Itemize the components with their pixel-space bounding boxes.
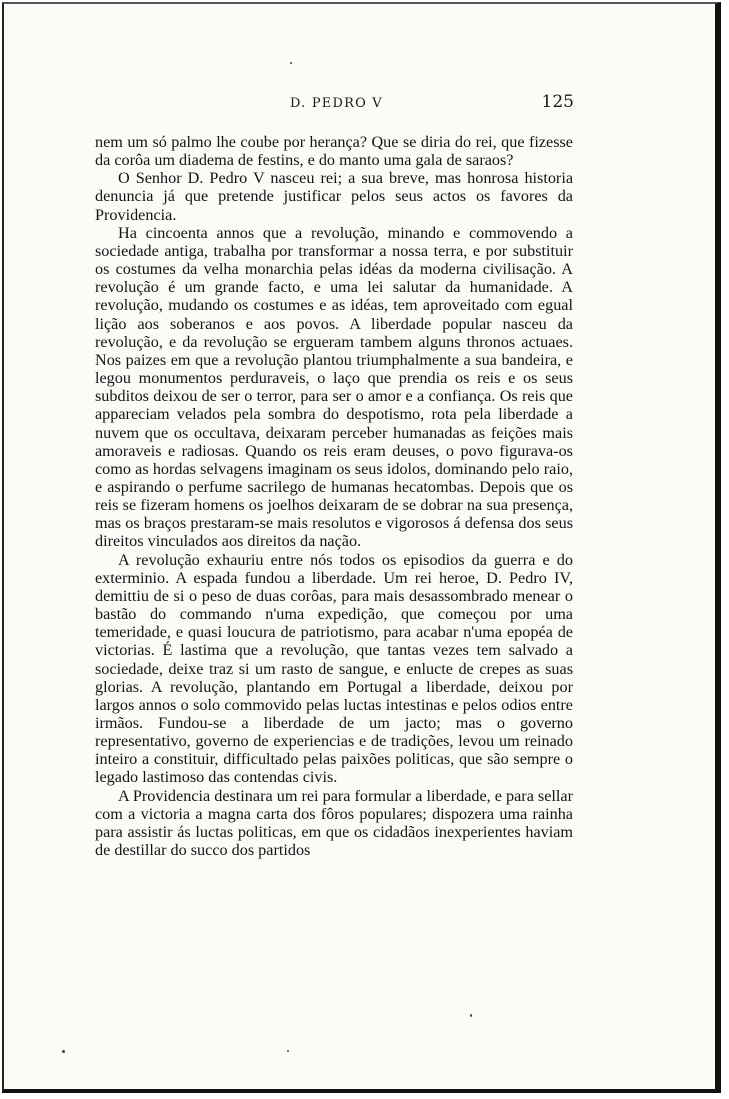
print-speck bbox=[290, 62, 292, 64]
print-speck bbox=[287, 1050, 289, 1052]
book-page bbox=[2, 2, 721, 1093]
paragraph-1: nem um só palmo lhe coube por herança? Que se diria do rei, que fizesse da corôa um diadema de festins, e do manto uma gala de saraos? bbox=[95, 133, 573, 170]
print-speck bbox=[470, 1014, 472, 1017]
page-header bbox=[92, 92, 574, 116]
print-speck bbox=[62, 1050, 65, 1053]
body-text bbox=[95, 133, 573, 859]
paragraph-4: A revolução exhauriu entre nós todos os episodios da guerra e do exterminio. A espada fundou a liberdade. Um rei heroe, D. Pedro IV, demittiu de si o peso de duas corôas, para mais desassombrado menear o bastão do commando n'uma expedição, que começou por uma temeridade, e quasi loucura de patriotismo, para acabar n'uma epopéa de victorias. É lastima que a revolução, que tantas vezes tem salvado a sociedade, deixe traz si um rasto de sangue, e enlucte de crepes as suas glorias. A revolução, plantando em Portugal a liberdade, deixou por largos annos o solo commovido pelas luctas intestinas e pelos odios entre irmãos. Fundou-se a liberdade de um jacto; mas o governo representativo, governo de experiencias e de tradições, levou um reinado inteiro a constituir, difficultado pelas paixões politicas, que são sempre o legado lastimoso das contendas civis. bbox=[95, 550, 573, 787]
page-number: 125 bbox=[541, 92, 574, 112]
running-head: D. PEDRO V bbox=[290, 96, 383, 111]
paragraph-5: A Providencia destinara um rei para formular a liberdade, e para sellar com a victoria a magna carta dos fôros populares; dispozera uma rainha para assistir ás luctas politicas, em que os cidadãos inexperientes haviam de destillar do succo dos partidos bbox=[95, 786, 573, 860]
paragraph-3: Ha cincoenta annos que a revolução, minando e commovendo a sociedade antiga, trabalha por transformar a nossa terra, e por substituir os costumes da velha monarchia pelas idéas da moderna civilisação. A revolução é um grande facto, e uma lei salutar da humanidade. A revolução, mudando os costumes e as idéas, tem aproveitado com egual lição aos soberanos e aos povos. A liberdade popular nasceu da revolução, e da revolução se ergueram tambem alguns thronos actuaes. Nos paizes em que a revolução plantou triumphalmente a sua bandeira, e legou monumentos perduraveis, o laço que prendia os reis e os seus subditos deixou de ser o terror, para ser o amor e a confiança. Os reis que appareciam velados pela sombra do despotismo, rota pela liberdade a nuvem que os occultava, deixaram perceber humanadas as feições mais amoraveis e radiosas. Quando os reis eram deuses, o povo figurava-os como as hordas selvagens imaginam os seus idolos, dominando pelo raio, e aspirando o perfume sacrilego de humanas hecatombas. Depois que os reis se fizeram homens os joelhos deixaram de se dobrar na sua presença, mas os braços prestaram-se mais resolutos e vigorosos á defensa dos seus direitos vinculados aos direitos da nação. bbox=[95, 223, 573, 551]
paragraph-2: O Senhor D. Pedro V nasceu rei; a sua breve, mas honrosa historia denuncia já que pretende justificar pelos seus actos os favores da Providencia. bbox=[95, 169, 573, 224]
